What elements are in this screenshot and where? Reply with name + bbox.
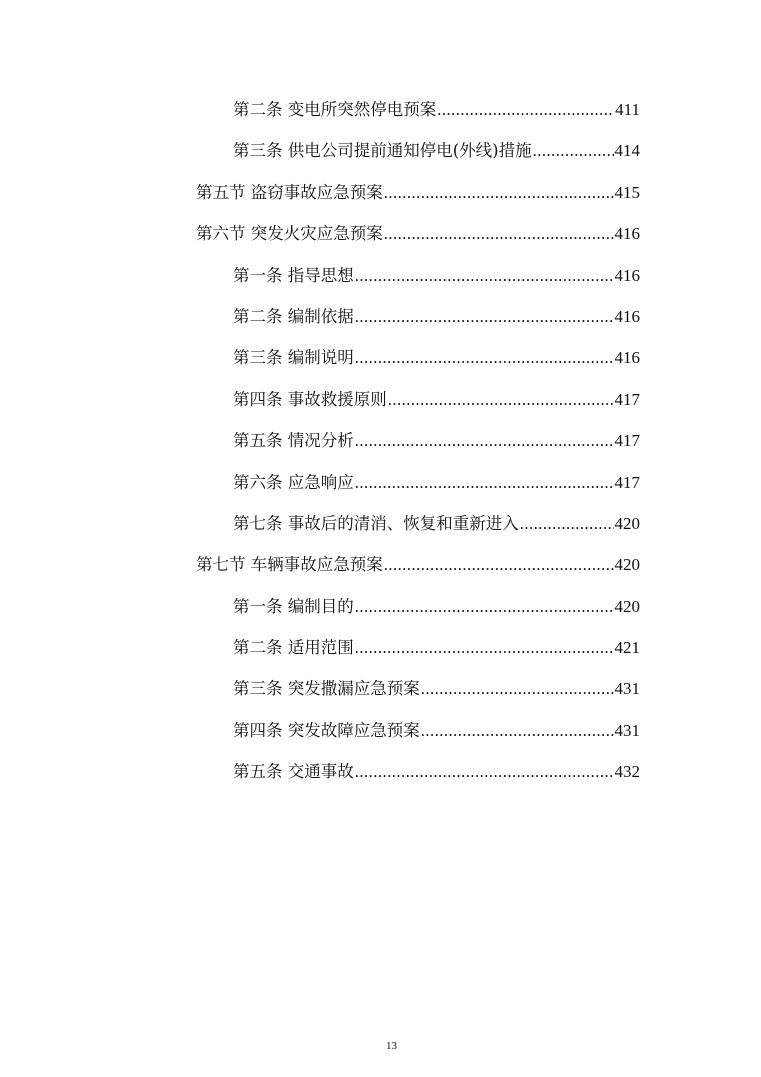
- toc-entry-title: 第一条 编制目的: [233, 596, 354, 616]
- toc-entry-page: 421: [614, 638, 640, 658]
- toc-entry-page: 416: [614, 265, 640, 285]
- toc-entry-page: 415: [614, 182, 640, 202]
- toc-entry-title: 第四条 突发故障应急预案: [233, 720, 420, 740]
- toc-entry[interactable]: [196, 469, 640, 510]
- toc-entry[interactable]: [196, 386, 640, 427]
- dot-leader: [520, 514, 614, 534]
- toc-entry-title: 第二条 编制依据: [233, 306, 354, 326]
- dot-leader: [355, 431, 614, 451]
- toc-entry-title: 第一条 指导思想: [233, 265, 354, 285]
- toc-entry[interactable]: [196, 303, 640, 344]
- toc-entry-title: 第三条 编制说明: [233, 348, 354, 368]
- toc-entry-page: 431: [614, 679, 640, 699]
- toc-entry-page: 411: [615, 100, 640, 119]
- toc-entry[interactable]: [196, 510, 640, 551]
- toc-entry[interactable]: [196, 344, 640, 385]
- toc-entry-title: 第五节 盗窃事故应急预案: [196, 182, 383, 202]
- toc-entry-page: 416: [614, 224, 640, 244]
- dot-leader: [384, 224, 614, 244]
- toc-entry[interactable]: [196, 427, 640, 468]
- dot-leader: [355, 348, 614, 368]
- toc-entry-title: 第五条 情况分析: [233, 431, 354, 451]
- dot-leader: [384, 555, 614, 575]
- page-number: 13: [386, 1040, 397, 1052]
- toc-entry[interactable]: [196, 551, 640, 592]
- toc-entry[interactable]: [196, 675, 640, 716]
- dot-leader: [384, 183, 614, 203]
- dot-leader: [437, 100, 614, 120]
- toc-entry[interactable]: [196, 593, 640, 634]
- toc-entry[interactable]: [196, 220, 640, 261]
- toc-entry[interactable]: [196, 179, 640, 220]
- toc-entry-page: 431: [614, 720, 640, 740]
- table-of-contents: [196, 96, 640, 800]
- toc-entry-page: 414: [614, 141, 640, 161]
- toc-entry-title: 第六节 突发火灾应急预案: [196, 224, 383, 244]
- toc-entry[interactable]: [196, 758, 640, 799]
- toc-entry-title: 第四条 事故救援原则: [233, 389, 387, 409]
- dot-leader: [355, 473, 614, 493]
- toc-entry-page: 420: [614, 513, 640, 533]
- toc-entry[interactable]: [196, 717, 640, 758]
- toc-entry-page: 420: [614, 596, 640, 616]
- toc-entry-page: 420: [614, 555, 640, 575]
- toc-entry-title: 第七节 车辆事故应急预案: [196, 555, 383, 575]
- toc-entry-page: 416: [614, 306, 640, 326]
- toc-entry-title: 第七条 事故后的清消、恢复和重新进入: [233, 513, 519, 533]
- toc-entry-page: 417: [614, 389, 640, 409]
- toc-entry-page: 417: [614, 472, 640, 492]
- toc-entry[interactable]: [196, 96, 640, 137]
- toc-entry-page: 432: [614, 762, 640, 782]
- dot-leader: [355, 307, 614, 327]
- toc-entry-title: 第三条 突发撒漏应急预案: [233, 679, 420, 699]
- toc-entry[interactable]: [196, 634, 640, 675]
- toc-entry-title: 第三条 供电公司提前通知停电(外线)措施: [233, 141, 532, 161]
- toc-entry-title: 第六条 应急响应: [233, 472, 354, 492]
- toc-entry-page: 417: [614, 431, 640, 451]
- dot-leader: [421, 721, 614, 741]
- dot-leader: [355, 266, 614, 286]
- toc-entry-title: 第五条 交通事故: [233, 762, 354, 782]
- toc-entry[interactable]: [196, 262, 640, 303]
- toc-entry-page: 416: [614, 348, 640, 368]
- toc-entry-title: 第二条 适用范围: [233, 638, 354, 658]
- dot-leader: [355, 638, 614, 658]
- dot-leader: [533, 141, 614, 161]
- dot-leader: [421, 679, 614, 699]
- toc-entry[interactable]: [196, 137, 640, 178]
- dot-leader: [388, 390, 614, 410]
- dot-leader: [355, 762, 614, 782]
- toc-entry-title: 第二条 变电所突然停电预案: [233, 100, 437, 119]
- dot-leader: [355, 597, 614, 617]
